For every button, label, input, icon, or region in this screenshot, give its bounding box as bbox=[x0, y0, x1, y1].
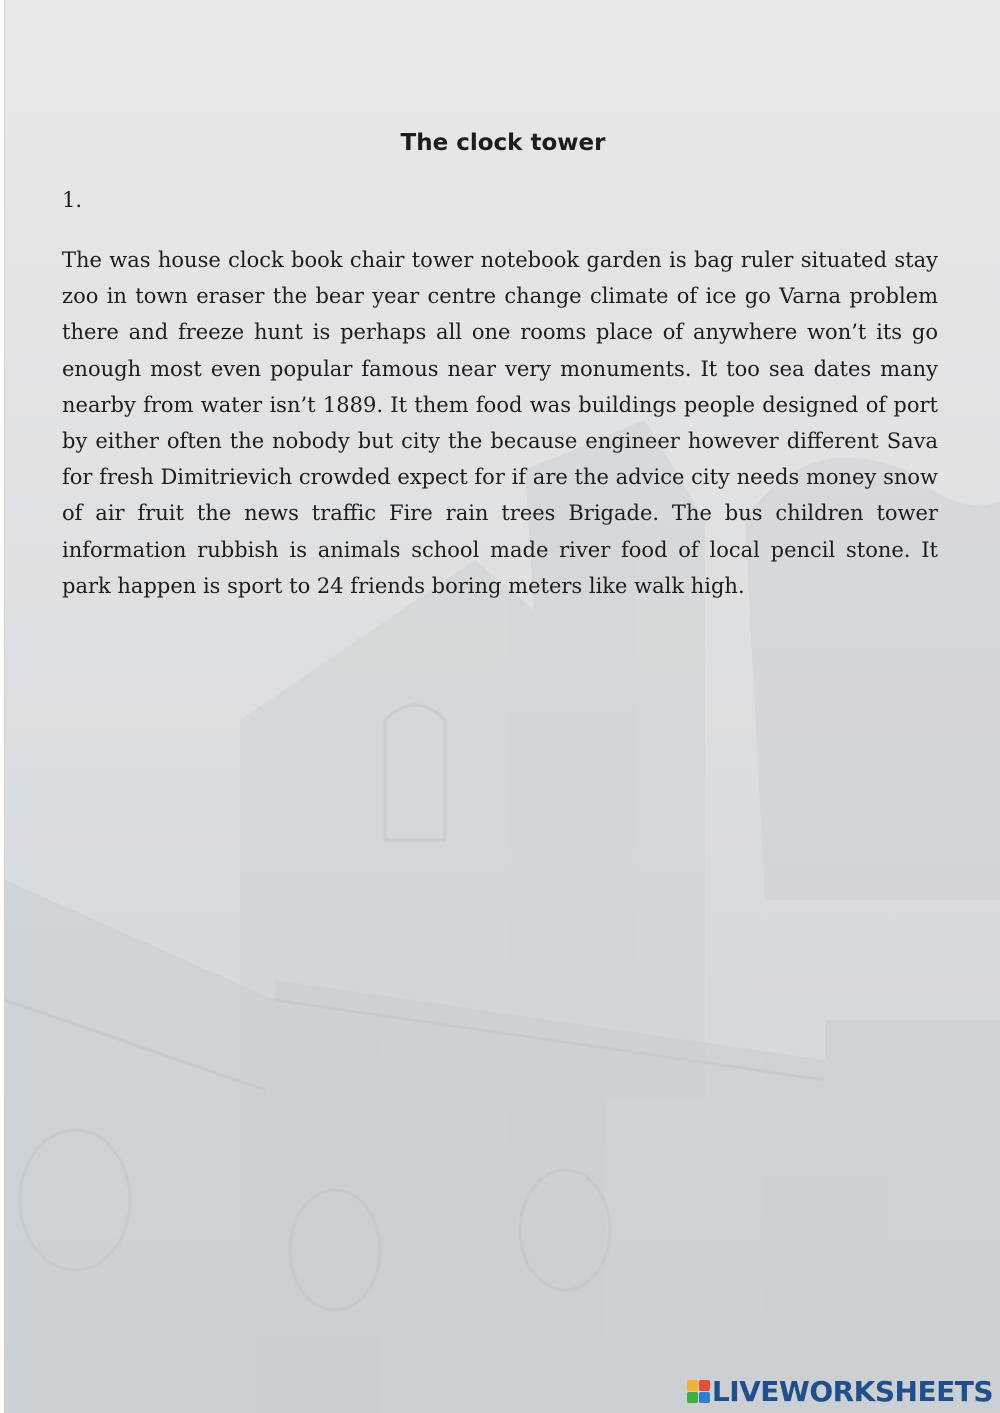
worksheet-title: The clock tower bbox=[400, 130, 606, 156]
liveworksheets-logo-icon bbox=[687, 1380, 710, 1403]
reading-passage: The was house clock book chair tower notebook garden is bag ruler situated stay zoo in town eraser the bear year centre change climate of ice go Varna problem there and freeze hunt is perhaps all one rooms place of anywhere won’t its go enough most even popular famous near very monuments. It too sea dates many nearby from water isn’t 1889. It them food was buildings people designed of port by either often the nobody but city the because engineer however different Sava for fresh Dimitrievich crowded expect for if are the advice city needs money snow of air fruit the news traffic Fire rain trees Brigade. The bus children tower information rubbish is animals school made river food of local pencil stone. It park happen is sport to 24 friends boring meters like walk high. bbox=[62, 248, 938, 598]
liveworksheets-brand bbox=[687, 1373, 993, 1409]
worksheet-page bbox=[4, 0, 1000, 1413]
question-number: 1. bbox=[62, 188, 83, 212]
brand-name: LIVEWORKSHEETS bbox=[711, 1374, 993, 1408]
clock-tower-background-image bbox=[5, 0, 1000, 1413]
